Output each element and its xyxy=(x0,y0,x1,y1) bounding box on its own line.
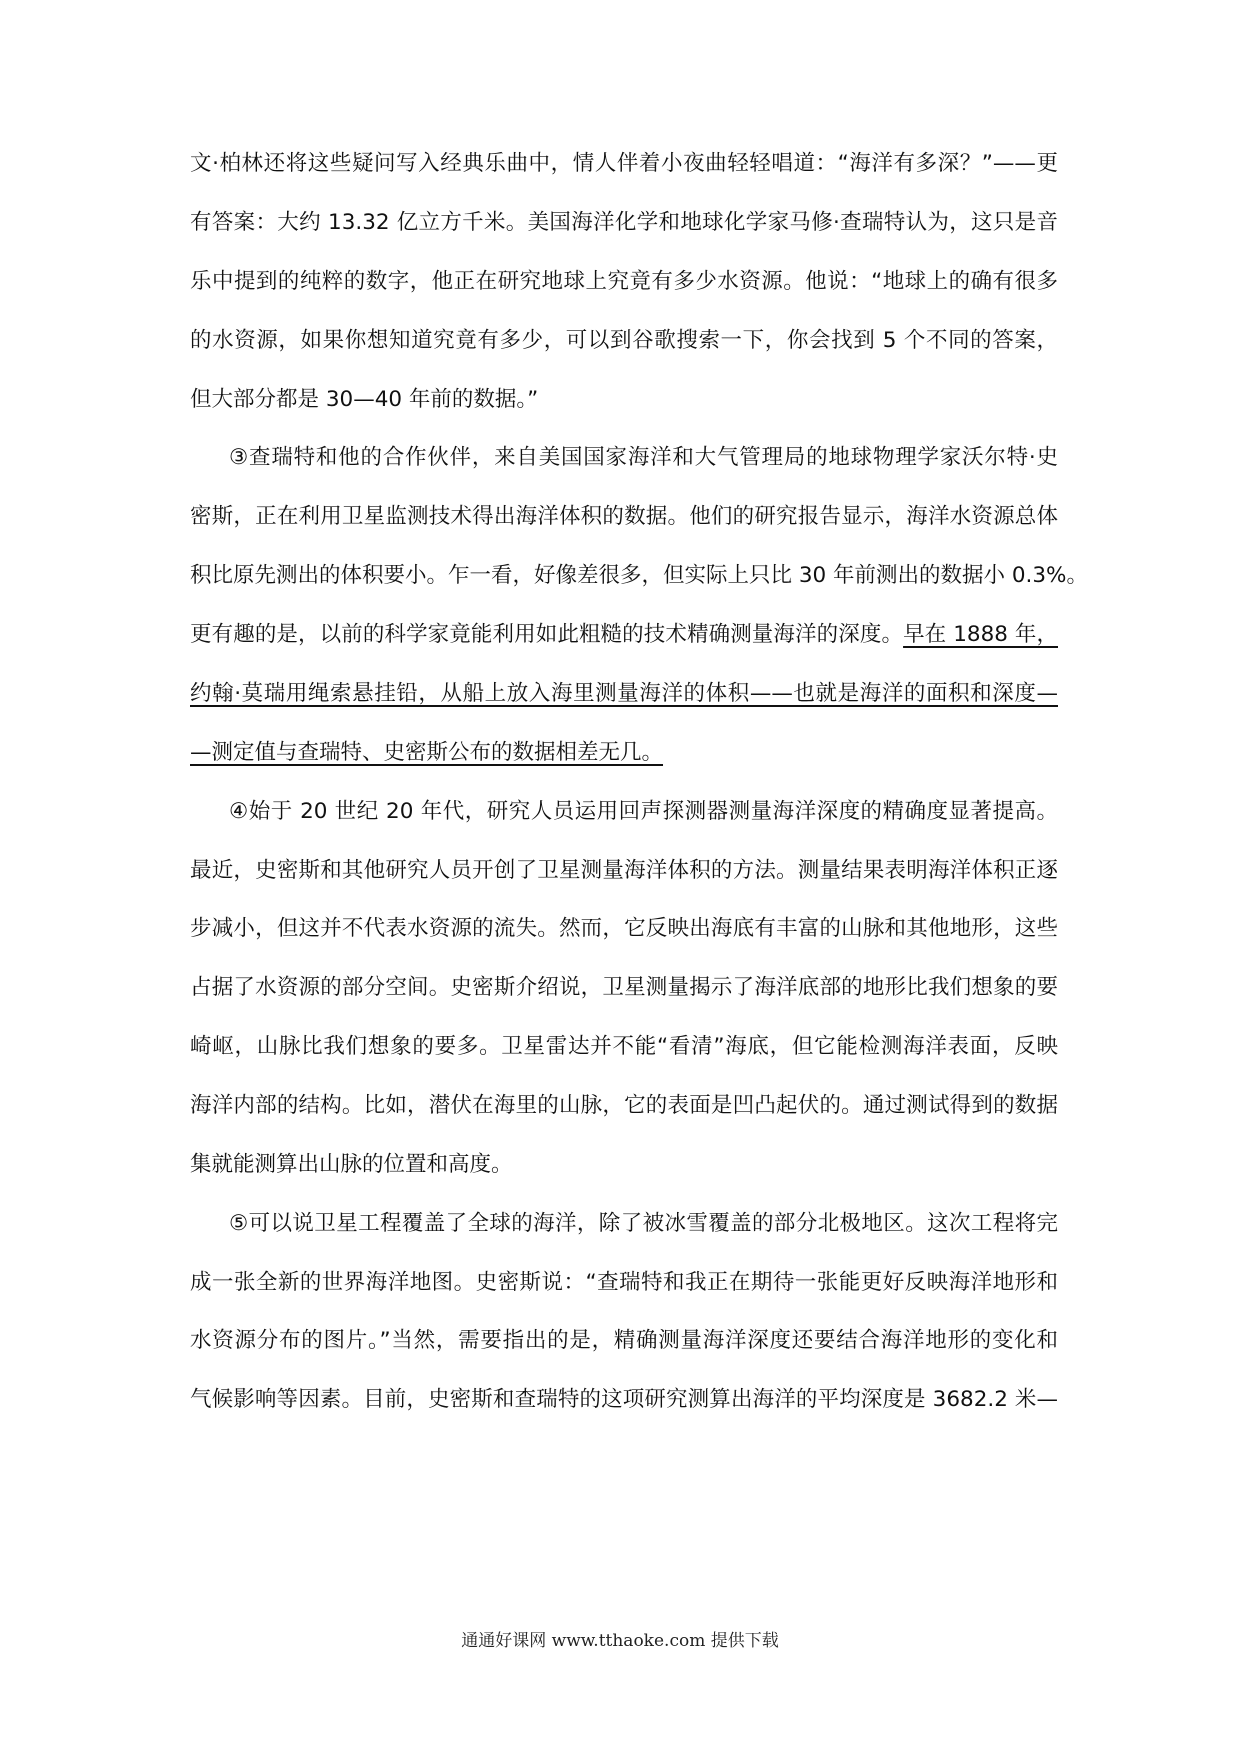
text-line: 文·柏林还将这些疑问写入经典乐曲中，情人伴着小夜曲轻轻唱道：“海洋有多深？”——更 xyxy=(190,151,1058,176)
text-line: 但大部分都是 30—40 年前的数据。” xyxy=(190,387,539,412)
underlined-text: 早在 1888 年， xyxy=(903,622,1058,647)
plain-text: 更有趣的是，以前的科学家竟能利用如此粗糙的技术精确测量海洋的深度。 xyxy=(190,622,904,647)
text-line: 最近，史密斯和其他研究人员开创了卫星测量海洋体积的方法。测量结果表明海洋体积正逐 xyxy=(190,858,1058,883)
text-line: 的水资源，如果你想知道究竟有多少，可以到谷歌搜索一下，你会找到 5 个不同的答案， xyxy=(190,328,1058,353)
paragraph-3-first-line: ③查瑞特和他的合作伙伴，来自美国国家海洋和大气管理局的地球物理学家沃尔特·史 xyxy=(229,445,1058,470)
text-line: 步减小，但这并不代表水资源的流失。然而，它反映出海底有丰富的山脉和其他地形，这些 xyxy=(190,916,1058,941)
text-line-mixed xyxy=(190,615,1058,655)
paragraph-4-first-line: ④始于 20 世纪 20 年代，研究人员运用回声探测器测量海洋深度的精确度显著提高。 xyxy=(229,799,1058,824)
text-line: 海洋内部的结构。比如，潜伏在海里的山脉，它的表面是凹凸起伏的。通过测试得到的数据 xyxy=(190,1093,1058,1118)
text-line: 乐中提到的纯粹的数字，他正在研究地球上究竟有多少水资源。他说：“地球上的确有很多 xyxy=(190,269,1058,294)
text-line: 成一张全新的世界海洋地图。史密斯说：“查瑞特和我正在期待一张能更好反映海洋地形和 xyxy=(190,1270,1058,1295)
text-line: 密斯，正在利用卫星监测技术得出海洋体积的数据。他们的研究报告显示，海洋水资源总体 xyxy=(190,504,1058,529)
text-line: 气候影响等因素。目前，史密斯和查瑞特的这项研究测算出海洋的平均深度是 3682.2 米— xyxy=(190,1387,1058,1412)
text-line: 有答案：大约 13.32 亿立方千米。美国海洋化学和地球化学家马修·查瑞特认为，这只是音 xyxy=(190,210,1058,235)
text-line: 占据了水资源的部分空间。史密斯介绍说，卫星测量揭示了海洋底部的地形比我们想象的要 xyxy=(190,975,1058,1000)
page-footer: 通通好课网 www.tthaoke.com 提供下载 xyxy=(461,1631,779,1651)
text-line: 水资源分布的图片。”当然，需要指出的是，精确测量海洋深度还要结合海洋地形的变化和 xyxy=(190,1328,1058,1353)
underlined-text-line: 约翰·莫瑞用绳索悬挂铅，从船上放入海里测量海洋的体积——也就是海洋的面积和深度— xyxy=(190,681,1058,706)
underlined-text: —测定值与查瑞特、史密斯公布的数据相差无几。 xyxy=(190,740,664,765)
text-line: 崎岖，山脉比我们想象的要多。卫星雷达并不能“看清”海底，但它能检测海洋表面，反映 xyxy=(190,1034,1058,1059)
text-line: 积比原先测出的体积要小。乍一看，好像差很多，但实际上只比 30 年前测出的数据小 0.3%。 xyxy=(190,563,1088,588)
text-line: 集就能测算出山脉的位置和高度。 xyxy=(190,1152,513,1177)
paragraph-5-first-line: ⑤可以说卫星工程覆盖了全球的海洋，除了被冰雪覆盖的部分北极地区。这次工程将完 xyxy=(229,1211,1058,1236)
underlined-text-line-last xyxy=(190,733,1058,773)
